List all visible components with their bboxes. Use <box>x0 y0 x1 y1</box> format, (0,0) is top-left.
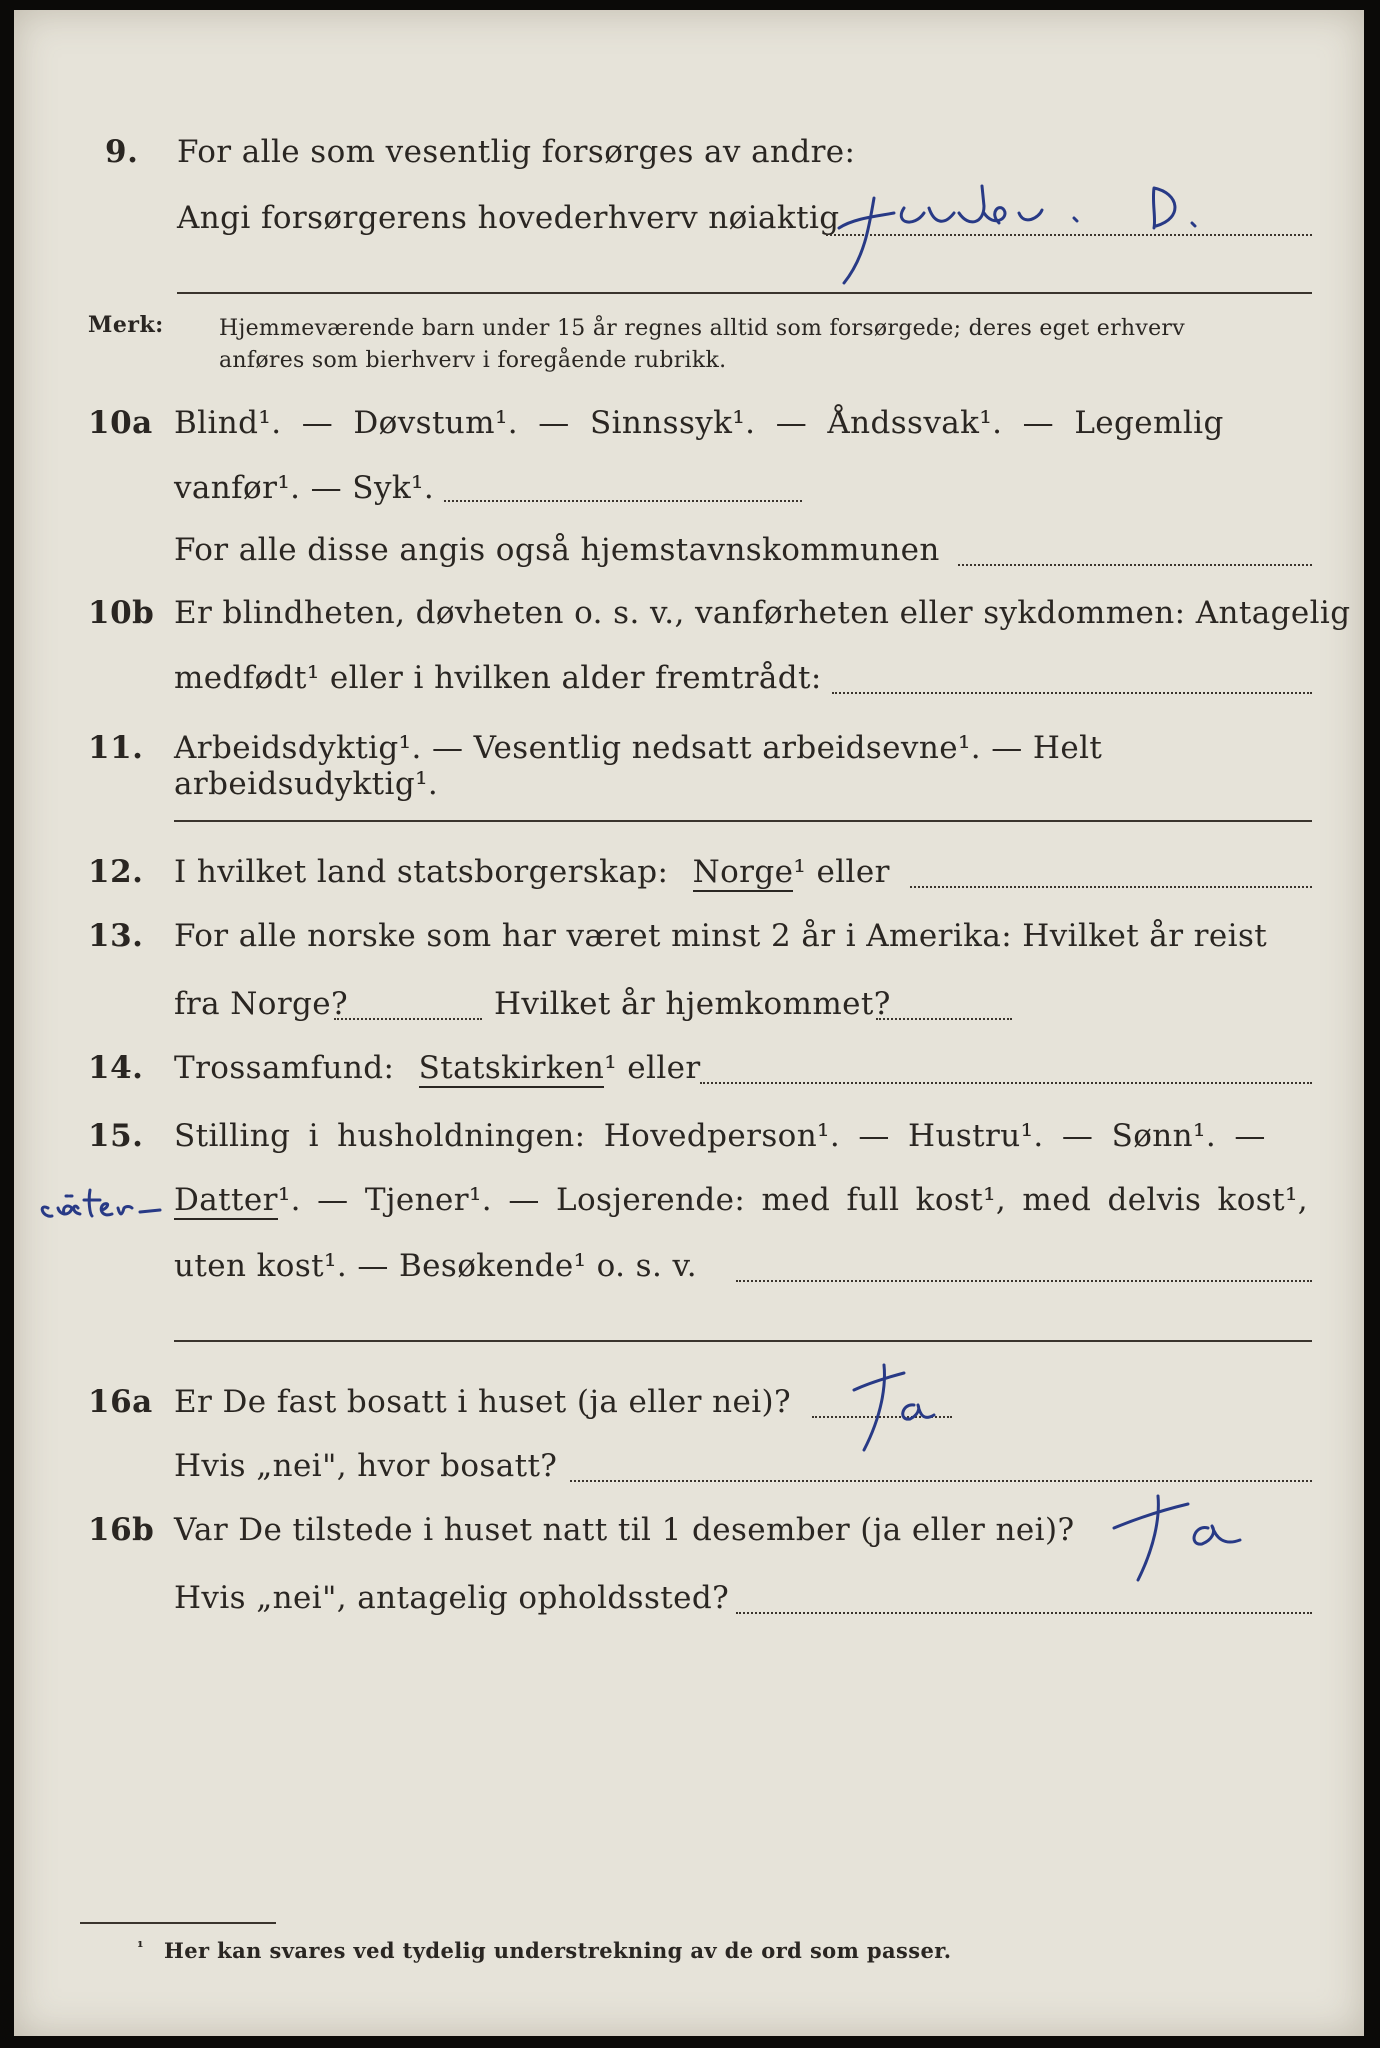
q12-text: I hvilket land statsborgerskap: <box>174 854 669 890</box>
q15-stilling-line <box>736 1280 1312 1282</box>
q15-number: 15. <box>88 1118 144 1154</box>
q9-number: 9. <box>105 134 139 170</box>
q16b-number: 16b <box>88 1512 155 1548</box>
q15-handwritten-note <box>28 1178 188 1238</box>
q14-text-b: ¹ eller <box>604 1050 701 1086</box>
q13-line2a: fra Norge? <box>174 986 349 1022</box>
q14-number: 14. <box>88 1050 144 1086</box>
q12-land-line <box>910 886 1312 888</box>
q10b-line2: medfødt¹ eller i hvilken alder fremtrådt: <box>174 660 822 696</box>
q10a-line1: Blind¹. — Døvstum¹. — Sinnssyk¹. — Åndssvak¹. — Legemlig <box>174 405 1224 441</box>
q16a-line2: Hvis „nei", hvor bosatt? <box>174 1448 558 1484</box>
q14-trossamfund-line <box>700 1082 1312 1084</box>
merk-line2: anføres som bierhverv i foregående rubrikk. <box>219 348 727 373</box>
q9-handwritten-answer <box>834 168 1274 298</box>
footnote-text: Her kan svares ved tydelig understrekning av de ord som passer. <box>164 1938 952 1963</box>
q9-blank-line <box>177 292 1312 294</box>
merk-label: Merk: <box>88 312 164 338</box>
q14-line <box>174 1050 701 1086</box>
q12-line <box>174 854 890 890</box>
q11-line1: Arbeidsdyktig¹. — Vesentlig nedsatt arbeidsevne¹. — Helt arbeidsudyktig¹. <box>174 730 1103 802</box>
q12-norge-underlined: Norge <box>692 854 794 890</box>
q14-statskirken-underlined: Statskirken <box>418 1050 605 1086</box>
q15-line2-rest: ¹. — Tjener¹. — Losjerende: med full kost¹, med delvis kost¹, <box>277 1182 1309 1218</box>
q10a-line3: For alle disse angis også hjemstavnskommunen <box>174 532 940 568</box>
q14-text: Trossamfund: <box>174 1050 395 1086</box>
q13-line1: For alle norske som har været minst 2 år i Amerika: Hvilket år reist <box>174 918 1268 954</box>
q10b-number: 10b <box>88 595 155 631</box>
q9-line1: For alle som vesentlig forsørges av andre: <box>177 134 856 170</box>
q13-number: 13. <box>88 918 144 954</box>
q10b-alder-line <box>832 692 1312 694</box>
footnote-mark: ¹ <box>137 1938 144 1956</box>
q10a-hjemstavn-line <box>958 564 1312 566</box>
q15-line1: Stilling i husholdningen: Hovedperson¹. — Hustru¹. — Sønn¹. — <box>174 1118 1266 1154</box>
q13-line2b: Hvilket år hjemkommet? <box>494 986 891 1022</box>
q15-line3: uten kost¹. — Besøkende¹ o. s. v. <box>174 1248 697 1284</box>
q12-text-b: ¹ eller <box>793 854 890 890</box>
q12-number: 12. <box>88 854 144 890</box>
q10a-number: 10a <box>88 405 153 441</box>
q10a-syk-line <box>444 500 802 502</box>
q15-datter-underlined: Datter <box>174 1182 278 1218</box>
q10b-line1: Er blindheten, døvheten o. s. v., vanførheten eller sykdommen: Antagelig <box>174 595 1351 631</box>
q11-number: 11. <box>88 730 144 766</box>
q11-blank-line <box>174 820 1312 822</box>
q15-blank-line <box>174 1340 1312 1342</box>
q13-hjemkommet-line <box>876 1018 1012 1020</box>
q10a-line2: vanfør¹. — Syk¹. <box>174 470 435 506</box>
q15-line2 <box>174 1182 1308 1218</box>
footnote-rule <box>80 1922 276 1924</box>
q13-reist-line <box>334 1018 482 1020</box>
merk-line1: Hjemmeværende barn under 15 år regnes alltid som forsørgede; deres eget erhverv <box>219 316 1185 341</box>
q16a-bosatt-line <box>570 1480 1312 1482</box>
census-form-page <box>14 10 1364 2036</box>
q16b-line2: Hvis „nei", antagelig opholdssted? <box>174 1580 730 1616</box>
q16a-handwritten-answer <box>844 1355 964 1465</box>
q16b-opholdssted-line <box>736 1612 1312 1614</box>
q9-line2: Angi forsørgerens hovederhverv nøiaktig <box>177 200 840 236</box>
q16b-line1: Var De tilstede i huset natt til 1 desember (ja eller nei)? <box>174 1512 1075 1548</box>
q16a-line1: Er De fast bosatt i huset (ja eller nei)? <box>174 1384 792 1420</box>
q16a-number: 16a <box>88 1384 153 1420</box>
q16b-handwritten-answer <box>1108 1488 1278 1598</box>
